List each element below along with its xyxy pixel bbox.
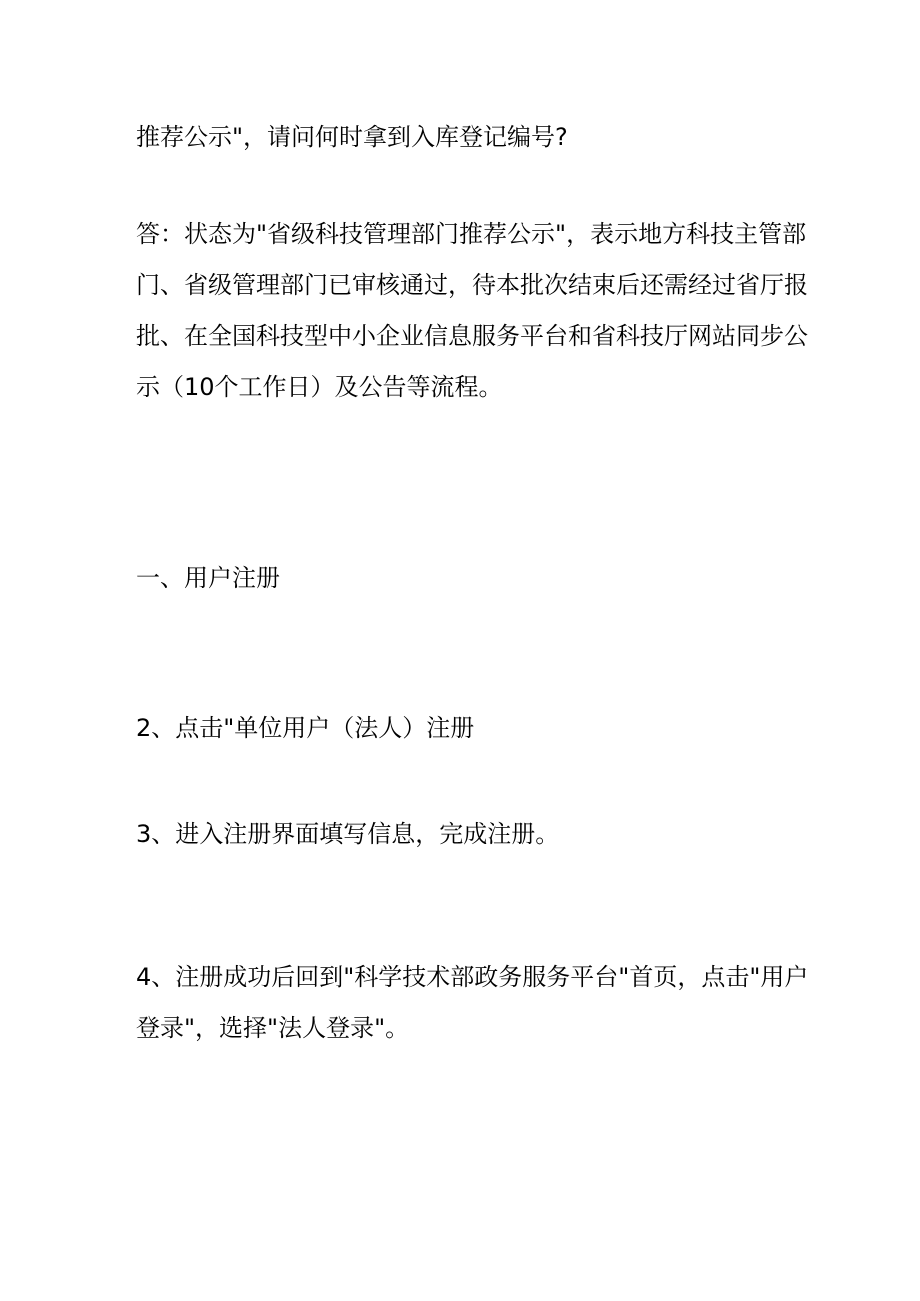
section-heading-user-registration: 一、用户注册 [136,564,280,592]
step-3-text: 3、进入注册界面填写信息，完成注册。 [136,820,560,848]
question-tail-text: 推荐公示"，请问何时拿到入库登记编号? [136,123,568,151]
step-4-line-2: 登录"，选择"法人登录"。 [136,1014,410,1042]
answer-paragraph [136,209,808,413]
answer-line-3: 批、在全国科技型中小企业信息服务平台和省科技厅网站同步公 [136,322,808,350]
step-2-text: 2、点击"单位用户（法人）注册 [136,714,475,742]
step-4-line-1: 4、注册成功后回到"科学技术部政务服务平台"首页，点击"用户 [136,963,809,991]
step-4-paragraph [136,952,809,1054]
answer-line-2: 门、省级管理部门已审核通过，待本批次结束后还需经过省厅报 [136,271,808,299]
answer-line-4: 示（10个工作日）及公告等流程。 [136,373,503,401]
answer-line-1: 答：状态为"省级科技管理部门推荐公示"，表示地方科技主管部 [136,220,807,248]
